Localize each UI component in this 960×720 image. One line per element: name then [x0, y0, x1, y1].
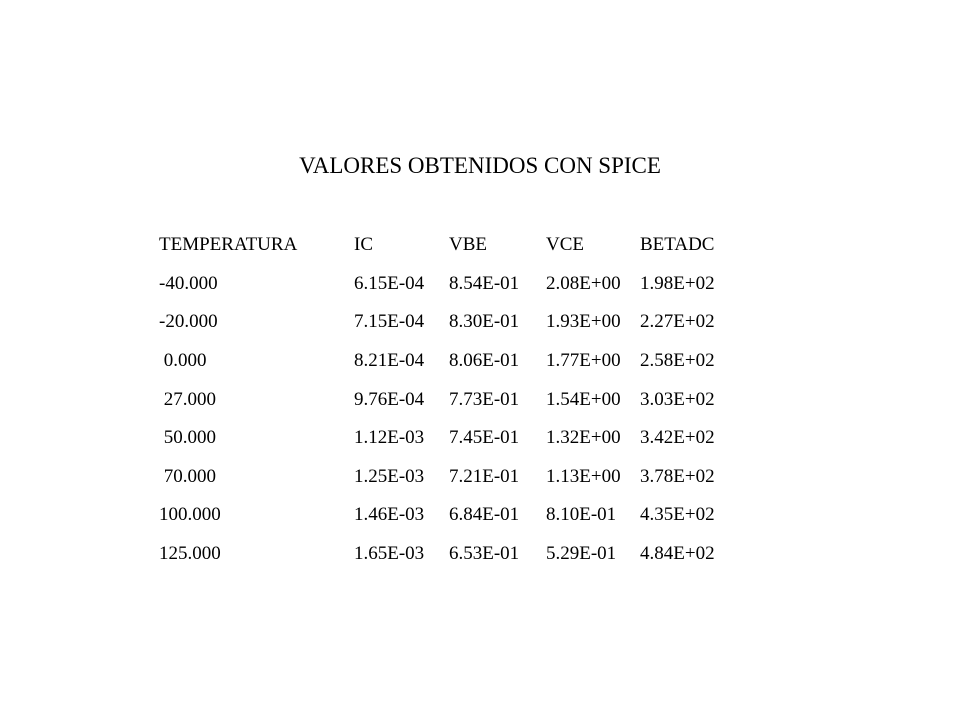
cell-ic: 1.46E-03 [354, 504, 425, 526]
cell-vce: 5.29E-01 [546, 543, 617, 565]
spice-results-table [159, 226, 740, 573]
cell-vbe: 6.53E-01 [449, 543, 520, 565]
table-row [159, 380, 740, 419]
cell-betadc: 2.58E+02 [640, 350, 715, 372]
table-row [159, 303, 740, 342]
cell-vce: 1.54E+00 [546, 388, 621, 410]
cell-vce: 2.08E+00 [546, 272, 621, 294]
cell-temperatura: -40.000 [159, 272, 218, 294]
cell-vce: 1.77E+00 [546, 350, 621, 372]
table-row [159, 496, 740, 535]
cell-vce: 1.32E+00 [546, 427, 621, 449]
cell-temperatura: -20.000 [159, 311, 218, 333]
cell-betadc: 4.84E+02 [640, 543, 715, 565]
header-ic: IC [354, 234, 373, 256]
cell-ic: 9.76E-04 [354, 388, 425, 410]
table-body [159, 265, 740, 574]
cell-vbe: 7.21E-01 [449, 465, 520, 487]
cell-betadc: 4.35E+02 [640, 504, 715, 526]
cell-ic: 1.12E-03 [354, 427, 425, 449]
cell-vbe: 8.54E-01 [449, 272, 520, 294]
cell-vce: 1.93E+00 [546, 311, 621, 333]
header-betadc: BETADC [640, 234, 715, 256]
cell-temperatura: 100.000 [159, 504, 221, 526]
cell-betadc: 3.03E+02 [640, 388, 715, 410]
cell-vce: 1.13E+00 [546, 465, 621, 487]
table-row [159, 535, 740, 574]
header-row [159, 226, 740, 265]
table-row [159, 458, 740, 497]
cell-temperatura: 0.000 [159, 350, 207, 372]
cell-ic: 1.25E-03 [354, 465, 425, 487]
cell-vbe: 6.84E-01 [449, 504, 520, 526]
header-vce: VCE [546, 234, 584, 256]
cell-temperatura: 125.000 [159, 543, 221, 565]
cell-vce: 8.10E-01 [546, 504, 617, 526]
cell-betadc: 1.98E+02 [640, 272, 715, 294]
header-temperatura: TEMPERATURA [159, 234, 298, 256]
cell-temperatura: 27.000 [159, 388, 216, 410]
table-header [159, 226, 740, 265]
cell-betadc: 3.42E+02 [640, 427, 715, 449]
table-row [159, 265, 740, 304]
cell-temperatura: 70.000 [159, 465, 216, 487]
cell-temperatura: 50.000 [159, 427, 216, 449]
cell-ic: 1.65E-03 [354, 543, 425, 565]
header-vbe: VBE [449, 234, 487, 256]
table-row [159, 342, 740, 381]
cell-ic: 7.15E-04 [354, 311, 425, 333]
cell-vbe: 7.73E-01 [449, 388, 520, 410]
cell-vbe: 7.45E-01 [449, 427, 520, 449]
cell-betadc: 2.27E+02 [640, 311, 715, 333]
table-row [159, 419, 740, 458]
cell-ic: 6.15E-04 [354, 272, 425, 294]
cell-ic: 8.21E-04 [354, 350, 425, 372]
cell-betadc: 3.78E+02 [640, 465, 715, 487]
page-title: VALORES OBTENIDOS CON SPICE [299, 153, 661, 178]
cell-vbe: 8.30E-01 [449, 311, 520, 333]
cell-vbe: 8.06E-01 [449, 350, 520, 372]
